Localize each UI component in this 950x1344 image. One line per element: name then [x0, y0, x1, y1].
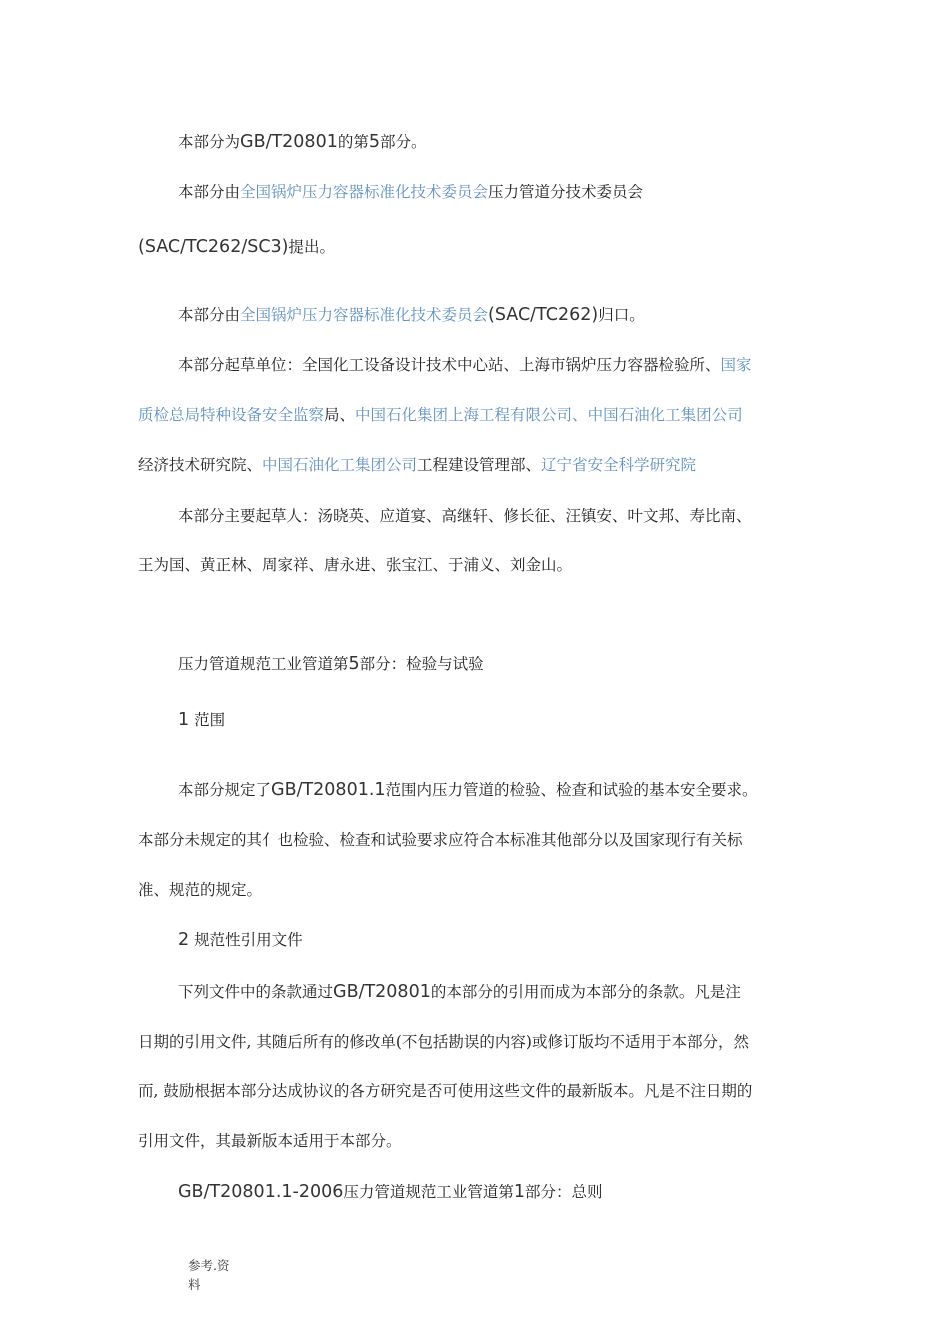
- paragraph-drafters: 本部分主要起草人：汤晓英、应道宴、高继轩、修长征、汪镇安、叶文邦、寿比南、: [178, 507, 752, 525]
- sinopec-group-link[interactable]: 中国石油化工集团公司: [587, 406, 743, 424]
- footer-line: 料: [188, 1277, 201, 1292]
- paragraph-references-cont: 引用文件，其最新版本适用于本部分。: [138, 1132, 402, 1150]
- committee-link[interactable]: 全国锅炉压力容器标准化技术委员会: [240, 306, 489, 324]
- liaoning-safety-institute-link[interactable]: 辽宁省安全科学研究院: [541, 456, 697, 474]
- paragraph-references: 下列文件中的条款通过GB/T20801的本部分的引用而成为本部分的条款。凡是注: [178, 982, 741, 1002]
- aqsiq-link[interactable]: 质检总局特种设备安全监察: [138, 406, 325, 424]
- aqsiq-link[interactable]: 国家: [720, 356, 752, 374]
- part-title: 压力管道规范工业管道第5部分：检验与试验: [178, 654, 484, 674]
- footer-line: 参考.资: [188, 1258, 230, 1273]
- paragraph-scope-cont: 本部分未规定的其⺅也检验、检查和试验要求应符合本标准其他部分以及国家现行有关标: [138, 831, 743, 849]
- sinopec-shanghai-link[interactable]: 中国石化集团上海工程有限公司: [355, 406, 573, 424]
- paragraph-references-cont: 而, 鼓励根据本部分达成协议的各方研究是否可使用这些文件的最新版本。凡是不注日期的: [138, 1082, 753, 1100]
- paragraph-drafting-units-cont: 质检总局特种设备安全监察局、中国石化集团上海工程有限公司、中国石油化工集团公司: [138, 406, 743, 424]
- paragraph-drafters-cont: 王为国、黄正林、周家祥、唐永进、张宝江、于浦义、刘金山。: [138, 556, 573, 574]
- committee-link[interactable]: 全国锅炉压力容器标准化技术委员会: [240, 183, 489, 201]
- paragraph-scope: 本部分规定了GB/T20801.1范围内压力管道的检验、检查和试验的基本安全要求。: [178, 780, 758, 800]
- paragraph-centralized: 本部分由全国锅炉压力容器标准化技术委员会(SAC/TC262)归口。: [178, 305, 645, 325]
- paragraph-proposer: 本部分由全国锅炉压力容器标准化技术委员会压力管道分技术委员会: [178, 183, 644, 201]
- paragraph-scope-cont: 准、规范的规定。: [138, 881, 263, 899]
- section-heading-normative-references: 2 规范性引用文件: [178, 930, 303, 950]
- paragraph-drafting-units-cont: 经济技术研究院、中国石油化工集团公司工程建设管理部、辽宁省安全科学研究院: [138, 456, 697, 474]
- paragraph-part-intro: 本部分为GB/T20801的第5部分。: [178, 132, 427, 152]
- page-footer: [188, 1256, 229, 1294]
- paragraph-drafting-units: 本部分起草单位：全国化工设备设计技术中心站、上海市锅炉压力容器检验所、国家: [178, 356, 752, 374]
- sinopec-group-link[interactable]: 中国石油化工集团公司: [262, 456, 418, 474]
- paragraph-references-cont: 日期的引用文件, 其随后所有的修改单(不包括勘误的内容)或修订版均不适用于本部分，然: [138, 1033, 749, 1051]
- section-heading-scope: 1 范围: [178, 710, 226, 730]
- reference-item: GB/T20801.1-2006压力管道规范工业管道第1部分：总则: [178, 1182, 603, 1202]
- paragraph-proposer-cont: (SAC/TC262/SC3)提出。: [138, 237, 336, 257]
